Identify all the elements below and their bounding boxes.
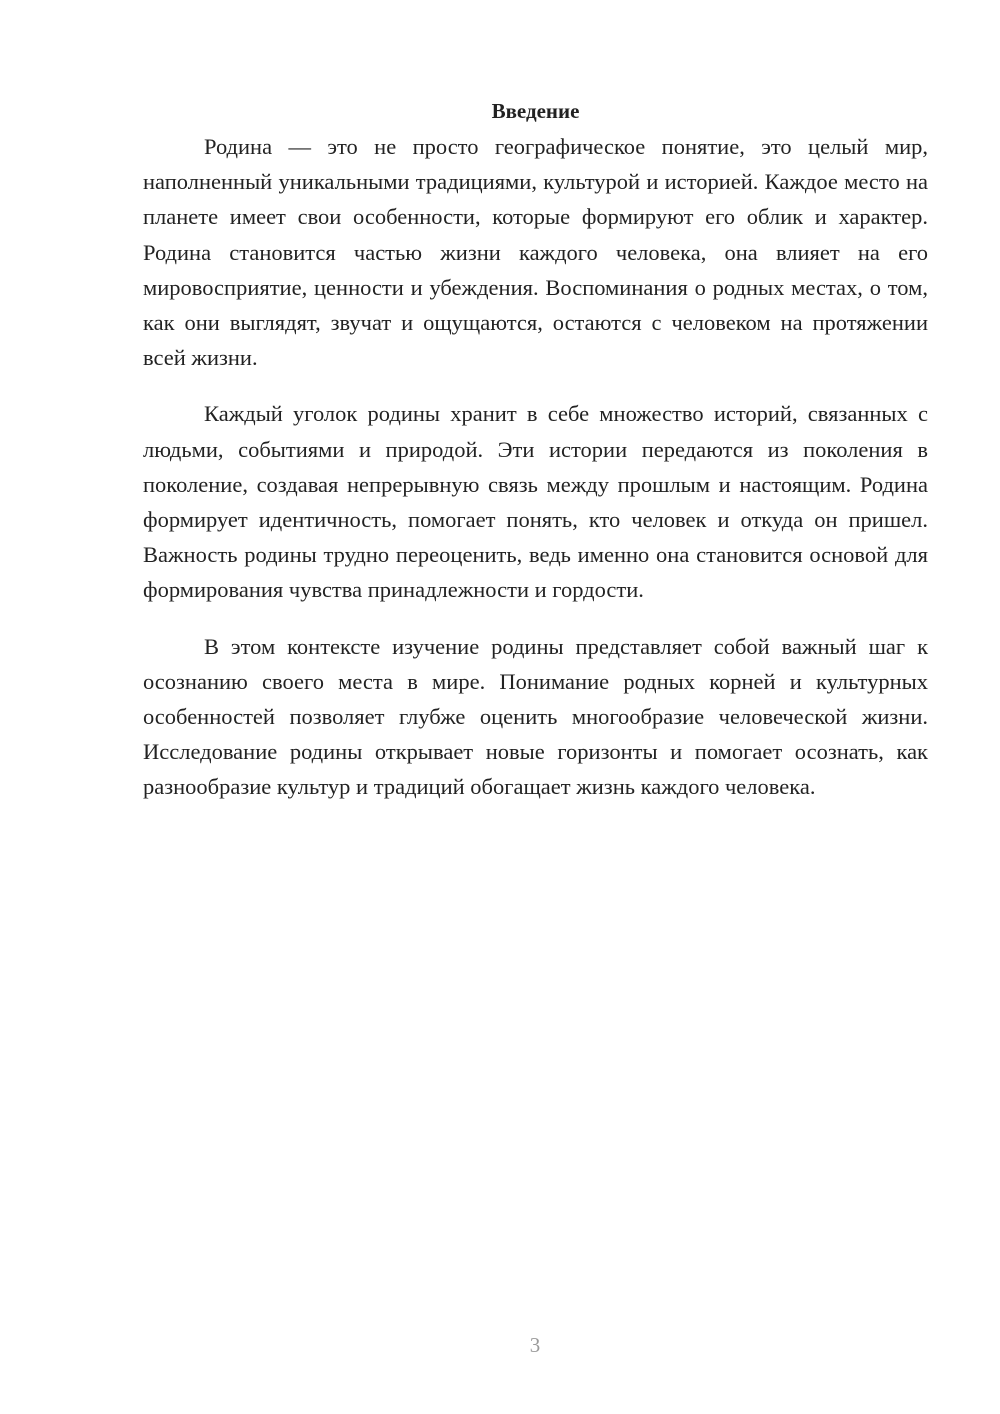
paragraph-1: Родина — это не просто географическое понятие, это целый мир, наполненный уникальными традициями, культурой и историей. Каждое место на планете имеет свои особенности, которые формируют его облик и характер. Родина становится частью жизни каждого человека, она влияет на его мировосприятие, ценности и убеждения. Воспоминания о родных местах, о том, как они выглядят, звучат и ощущаются, остаются с человеком на протяжении всей жизни. bbox=[143, 134, 928, 371]
page-number: 3 bbox=[529, 1333, 541, 1357]
section-heading: Введение bbox=[491, 99, 580, 123]
page-content bbox=[143, 94, 928, 805]
paragraph-2: Каждый уголок родины хранит в себе множество историй, связанных с людьми, событиями и природой. Эти истории передаются из поколения в поколение, создавая непрерывную связь между прошлым и настоящим. Родина формирует идентичность, помогает понять, кто человек и откуда он пришел. Важность родины трудно переоценить, ведь именно она становится основой для формирования чувства принадлежности и гордости. bbox=[143, 401, 928, 603]
paragraph-3: В этом контексте изучение родины представляет собой важный шаг к осознанию своего места в мире. Понимание родных корней и культурных особенностей позволяет глубже оценить многообразие человеческой жизни. Исследование родины открывает новые горизонты и помогает осознать, как разнообразие культур и традиций обогащает жизнь каждого человека. bbox=[143, 633, 928, 800]
